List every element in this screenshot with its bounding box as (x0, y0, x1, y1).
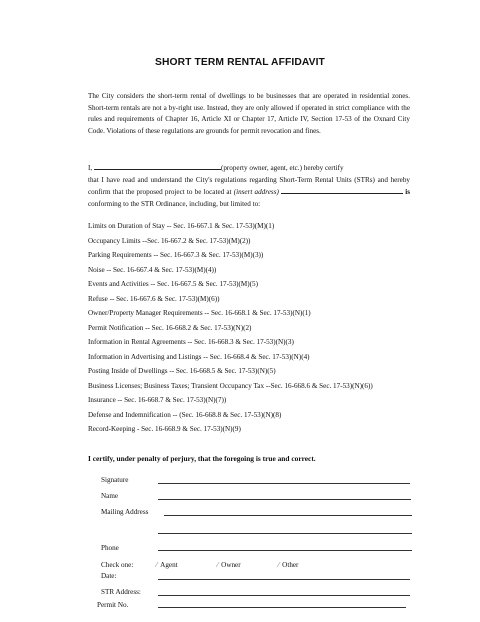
date-label: Date: (101, 572, 117, 580)
intro-paragraph: The City considers the short-term rental of dwellings to be businesses that are operated in residential zones. Short-term rentals are not a by-right use. Instead, they are only allowed if operated in strict compliance with the rules and requirements of Chapter 16, Article XI or Chapter 17, Article IV, Section 17-53 of the Oxnard City Code. Violations of these regulations are grounds for permit revocation and fines. (88, 92, 410, 135)
list-item: Parking Requirements -- Sec. 16-667.3 & Sec. 17-53)(M)(3)) (88, 251, 264, 259)
list-item: Insurance -- Sec. 16-668.7 & Sec. 17-53)(N)(7)) (88, 396, 227, 404)
owner-option[interactable] (217, 561, 241, 569)
list-item: Noise -- Sec. 16-667.4 & Sec. 17-53)(M)(4)) (88, 265, 217, 274)
list-item: Refuse -- Sec. 16-667.6 & Sec. 17-53)(M)(6)) (88, 294, 220, 303)
list-item: Owner/Property Manager Requirements -- Sec. 16-668.1 & Sec. 17-53)(N)(1) (88, 309, 311, 317)
phone-label: Phone (101, 544, 119, 552)
list-item: Occupancy Limits --Sec. 16-667.2 & Sec. 17-53)(M)(2)) (88, 236, 251, 245)
page-title: SHORT TERM RENTAL AFFIDAVIT (155, 57, 325, 68)
checkbox-icon: ⁄ (278, 561, 280, 569)
signature-label: Signature (101, 476, 129, 484)
agent-option-label: Agent (160, 561, 178, 569)
list-item: Permit Notification -- Sec. 16-668.2 & Sec. 17-53)(N)(2) (88, 323, 252, 332)
list-item: Information in Advertising and Listings -- Sec. 16-668.4 & Sec. 17-53)(N)(4) (88, 352, 310, 361)
other-option-label: Other (282, 561, 299, 569)
str-address-label: STR Address: (101, 588, 141, 596)
other-option[interactable] (278, 561, 298, 569)
address-hint: (insert address) (233, 188, 279, 196)
permit-number-field[interactable] (158, 607, 406, 608)
check-one-label: Check one: (101, 561, 134, 569)
name-field[interactable] (158, 499, 411, 500)
mailing-address-field[interactable] (164, 515, 412, 516)
owner-option-label: Owner (221, 561, 241, 569)
date-field[interactable] (158, 579, 410, 580)
str-address-field[interactable] (158, 595, 410, 596)
perjury-statement: I certify, under penalty of perjury, that the foregoing is true and correct. (88, 454, 316, 463)
checkbox-icon: ⁄ (217, 561, 219, 569)
phone-field[interactable] (158, 550, 412, 551)
list-item: Posting Inside of Dwellings -- Sec. 16-668.5 & Sec. 17-53)(N)(5) (88, 367, 276, 375)
list-item: Limits on Duration of Stay -- Sec. 16-667.1 & Sec. 17-53)(M)(1) (88, 222, 275, 230)
conforming-bold: is (405, 188, 410, 196)
mailing-address-field-line2[interactable] (158, 533, 412, 534)
list-item: Business Licenses; Business Taxes; Transient Occupancy Tax --Sec. 16-668.6 & Sec. 17-53)(N)(6)) (88, 381, 373, 390)
cert-prefix: I, (88, 164, 93, 172)
cert-role-text: (property owner, agent, etc.) hereby certify (220, 164, 344, 172)
list-item: Information in Rental Agreements -- Sec. 16-668.3 & Sec. 17-53)(N)(3) (88, 338, 294, 346)
list-item: Events and Activities -- Sec. 16-667.5 & Sec. 17-53)(M)(5) (88, 280, 258, 288)
name-label: Name (101, 492, 119, 500)
agent-option[interactable] (156, 561, 178, 569)
mailing-address-label: Mailing Address (101, 508, 149, 516)
conforming-text: conforming to the STR Ordinance, including, but limited to: (88, 199, 261, 208)
cert-body-text: that I have read and understand the City's regulations regarding Short-Term Rental Units (STRs) and hereby confirm that the proposed project to be located at (88, 175, 410, 196)
list-item: Defense and Indemnification -- (Sec. 16-668.8 & Sec. 17-53)(N)(8) (88, 410, 282, 419)
permit-number-label: Permit No. (97, 601, 129, 609)
list-item: Record-Keeping - Sec. 16-668.9 & Sec. 17-53)(N)(9) (88, 425, 241, 433)
checkbox-icon: ⁄ (156, 561, 158, 569)
signature-field[interactable] (158, 483, 410, 484)
